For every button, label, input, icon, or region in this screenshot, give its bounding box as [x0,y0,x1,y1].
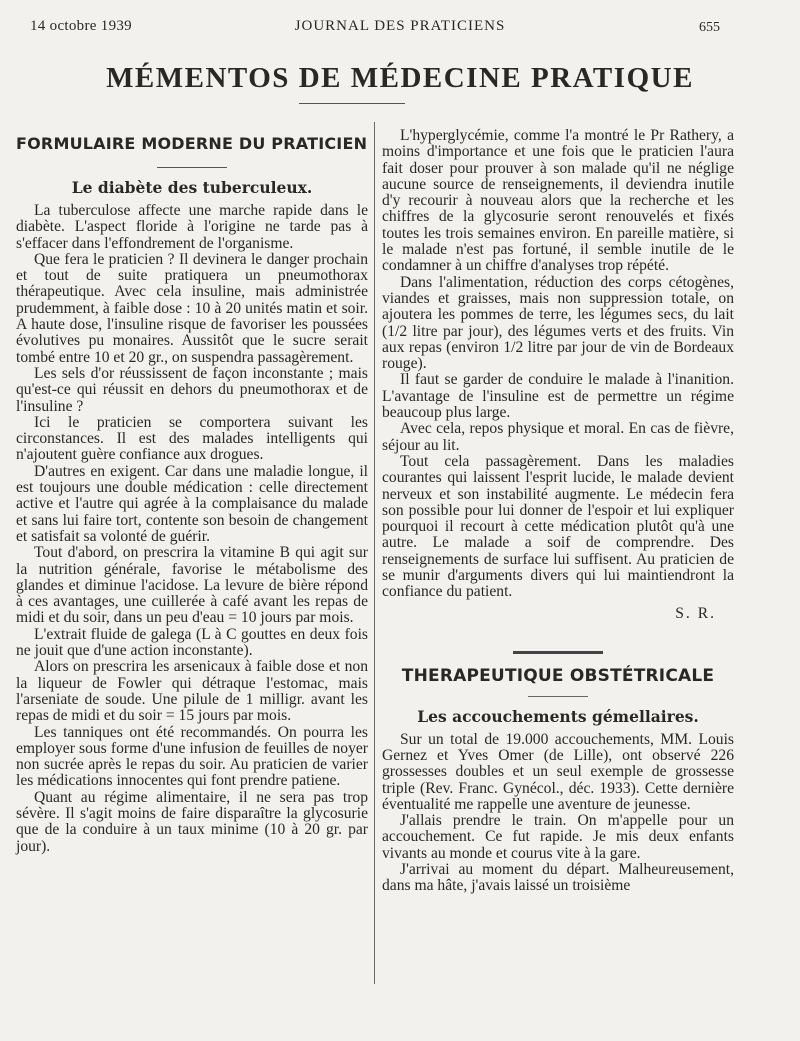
paragraph: Il faut se garder de conduire le malade à l'inanition. L'avantage de l'insuline est de permettre un régime beaucoup plus large. [382,371,734,422]
section-rule [157,167,227,168]
spacer [382,623,734,651]
paragraph: D'autres en exigent. Car dans une maladie longue, il est toujours une double médication : celle directement active et l'autre qui agrée à la complaisance du malade et sans lui faire tort, contente son besoin de changement et satisfait sa volonté de guérir. [16,462,368,545]
paragraph: Tout d'abord, on prescrira la vitamine B qui agit sur la nutrition générale, favorise le métabolisme des glandes et diminue l'acidose. La levure de bière répond à ces avantages, une cuillerée à café avant les repas de midi et du soir, dans un peu d'eau = 10 jours par mois. [16,544,368,627]
paragraph: Sur un total de 19.000 accouchements, MM. Louis Gernez et Yves Omer (de Lille), ont observé 226 grossesses doubles et un seul exemple de grossesse triple (Rev. Franc. Gynécol., déc. 1933). Cette dernière éventualité me rappelle une aventure de jeunesse. [382,730,734,813]
running-head [0,16,800,38]
article-title-accouchements: Les accouchements gémellaires. [417,706,699,726]
page-number: 655 [699,20,720,35]
paragraph: Dans l'alimentation, réduction des corps cétogènes, viandes et graisses, mais non suppression totale, on ajoutera les pommes de terre, les légumes secs, du lait (1/2 litre par jour), des légumes verts et des fruits. Vin aux repas (environ 1/2 litre par jour de vin de Bordeaux rouge). [382,273,734,373]
section-heading-obstetrique: THERAPEUTIQUE OBSTÉTRICALE [401,665,715,686]
paragraph: L'extrait fluide de galega (L à C gouttes en deux fois ne jouit que d'une action inconstante). [16,625,368,660]
paragraph: Les sels d'or réussissent de façon inconstante ; mais qu'est-ce qui réussit en dehors du pneumothorax et de l'insuline ? [16,364,368,415]
paragraph: La tuberculose affecte une marche rapide dans le diabète. L'aspect floride à l'origine ne tarde pas à s'effacer dans l'effondrement de l'organisme. [16,202,368,252]
paragraph: Tout cela passagèrement. Dans les maladies courantes qui laissent l'esprit lucide, le malade devient nerveux et son instabilité augmente. Le médecin fera son possible pour lui donner de l'espoir et lui expliquer pourquoi il recourt à cette médication plutôt qu'à une autre. Le malade a soif de comprendre. Des renseignements de surface lui suffisent. Au praticien de se munir d'arguments divers qui lui maintiendront la confiance du patient. [382,452,734,601]
section-rule-thick [513,651,603,654]
section-heading-formulaire: FORMULAIRE MODERNE DU PRATICIEN [16,134,368,153]
paragraph: Avec cela, repos physique et moral. En cas de fièvre, séjour au lit. [382,420,734,454]
paragraph: L'hyperglycémie, comme l'a montré le Pr Rathery, a moins d'importance et une fois que le praticien l'aura fait doser pour prouver à son malade qu'il ne néglige aucune source de renseignements, il deviendra inutile d'y recourir à nouveau alors que la recherche et les chiffres de la glycosurie seront renouvelés et fixés toutes les trois semaines environ. En pareille matière, si le malade n'est pas fortuné, il semble inutile de le condamner à un chiffre d'analyses trop répété. [382,127,734,275]
column-divider [374,122,375,984]
article-title-diabete: Le diabète des tuberculeux. [71,178,313,197]
paragraph: Les tanniques ont été recommandés. On pourra les employer sous forme d'une infusion de feuilles de noyer non sucrée après le repas du soir. Au praticien de varier les médications innocentes qui font prendre patiene. [16,723,368,790]
page-title: MÉMENTOS DE MÉDECINE PRATIQUE [106,62,694,94]
left-column [16,128,368,855]
title-rule [299,103,405,104]
paragraph: Que fera le praticien ? Il devinera le danger prochain et tout de suite pratiquera un pneumothorax thérapeutique. Avec cela insuline, mais administrée prudemment, à faible dose : 10 à 20 unités matin et soir. A haute dose, l'insuline risque de favoriser les poussées évolutives pu monaires. Aussitôt que le sucre serait tombé entre 10 et 20 gr., on suspendra passagèrement. [16,250,368,366]
paragraph: J'arrivai au moment du départ. Malheureusement, dans ma hâte, j'avais laissé un troisième [382,860,734,895]
author-signature: S. R. [675,604,716,622]
right-column [382,128,734,895]
paragraph: Ici le praticien se comportera suivant les circonstances. Il est des malades intelligents qui n'ajoutent guère confiance aux drogues. [16,413,368,464]
issue-date: 14 octobre 1939 [30,18,132,34]
paragraph: Alors on prescrira les arsenicaux à faible dose et non la liqueur de Fowler qui détraque l'estomac, mais l'arseniate de soude. Une pilule de 1 milligr. avant les repas de midi et du soir = 15 jours par mois. [16,658,368,725]
journal-name: JOURNAL DES PRATICIENS [294,18,506,34]
section-rule [528,696,588,697]
paragraph: J'allais prendre le train. On m'appelle pour un accouchement. Ce fut rapide. Je mis deux enfants vivants au monde et courus vite à la gare. [382,812,734,862]
paragraph: Quant au régime alimentaire, il ne sera pas trop sévère. Il s'agit moins de faire disparaître la glycosurie que de la conduire à un taux minime (10 à 20 gr. par jour). [16,788,368,855]
